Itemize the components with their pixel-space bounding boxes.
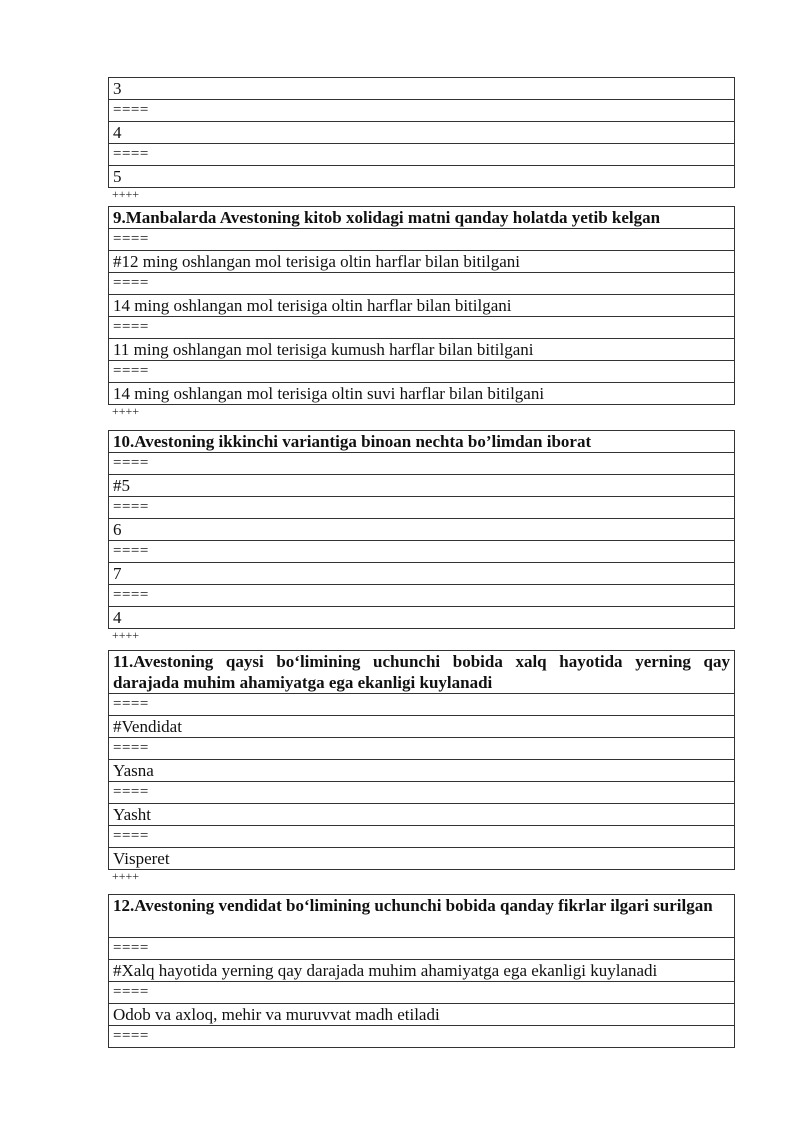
answer-cell: 14 ming oshlangan mol terisiga oltin harflar bilan bitilgani [109, 295, 735, 317]
separator-cell: ==== [109, 144, 735, 166]
separator-cell: ==== [109, 497, 735, 519]
question-text: 11.Avestoning qaysi bo‘limining uchunchi bobida xalq hayotida yerning qay darajada muhim ahamiyatga ega ekanligi kuylanadi [109, 651, 735, 694]
separator-cell: ==== [109, 229, 735, 251]
answer-cell: #Xalq hayotida yerning qay darajada muhim ahamiyatga ega ekanligi kuylanadi [109, 960, 735, 982]
answer-cell: Yasht [109, 804, 735, 826]
question-table [108, 206, 735, 405]
question-12 [108, 894, 735, 1048]
question-text: 10.Avestoning ikkinchi variantiga binoan nechta bo’limdan iborat [109, 431, 735, 453]
separator-cell: ==== [109, 541, 735, 563]
question-table [108, 430, 735, 629]
answer-cell: #5 [109, 475, 735, 497]
answer-cell: Visperet [109, 848, 735, 870]
separator-cell: ==== [109, 273, 735, 295]
question-separator: ++++ [112, 628, 140, 642]
separator-cell: ==== [109, 782, 735, 804]
answer-cell: 14 ming oshlangan mol terisiga oltin suvi harflar bilan bitilgani [109, 383, 735, 405]
separator-cell: ==== [109, 982, 735, 1004]
question-table [108, 894, 735, 1048]
answer-cell: 7 [109, 563, 735, 585]
separator-cell: ==== [109, 453, 735, 475]
answer-cell: Yasna [109, 760, 735, 782]
answer-cell: 5 [109, 166, 735, 188]
question-11 [108, 650, 735, 882]
answers-table [108, 77, 735, 188]
separator-cell: ==== [109, 317, 735, 339]
separator-cell: ==== [109, 1026, 735, 1048]
separator-cell: ==== [109, 826, 735, 848]
separator-cell: ==== [109, 100, 735, 122]
question-separator: ++++ [112, 187, 140, 201]
answer-cell: 4 [109, 122, 735, 144]
answer-cell: #Vendidat [109, 716, 735, 738]
question-table [108, 650, 735, 870]
question-separator: ++++ [112, 869, 140, 883]
question-9 [108, 206, 735, 417]
answer-cell: Odob va axloq, mehir va muruvvat madh etiladi [109, 1004, 735, 1026]
question-text: 9.Manbalarda Avestoning kitob xolidagi matni qanday holatda yetib kelgan [109, 207, 735, 229]
separator-cell: ==== [109, 738, 735, 760]
question-10 [108, 430, 735, 641]
question-separator: ++++ [112, 404, 140, 418]
answer-cell: 3 [109, 78, 735, 100]
answer-cell: #12 ming oshlangan mol terisiga oltin harflar bilan bitilgani [109, 251, 735, 273]
separator-cell: ==== [109, 585, 735, 607]
separator-cell: ==== [109, 938, 735, 960]
answer-cell: 4 [109, 607, 735, 629]
answer-cell: 11 ming oshlangan mol terisiga kumush harflar bilan bitilgani [109, 339, 735, 361]
question-text: 12.Avestoning vendidat bo‘limining uchunchi bobida qanday fikrlar ilgari surilgan [109, 895, 735, 938]
question-8-tail [108, 77, 735, 200]
answer-cell: 6 [109, 519, 735, 541]
separator-cell: ==== [109, 361, 735, 383]
separator-cell: ==== [109, 694, 735, 716]
